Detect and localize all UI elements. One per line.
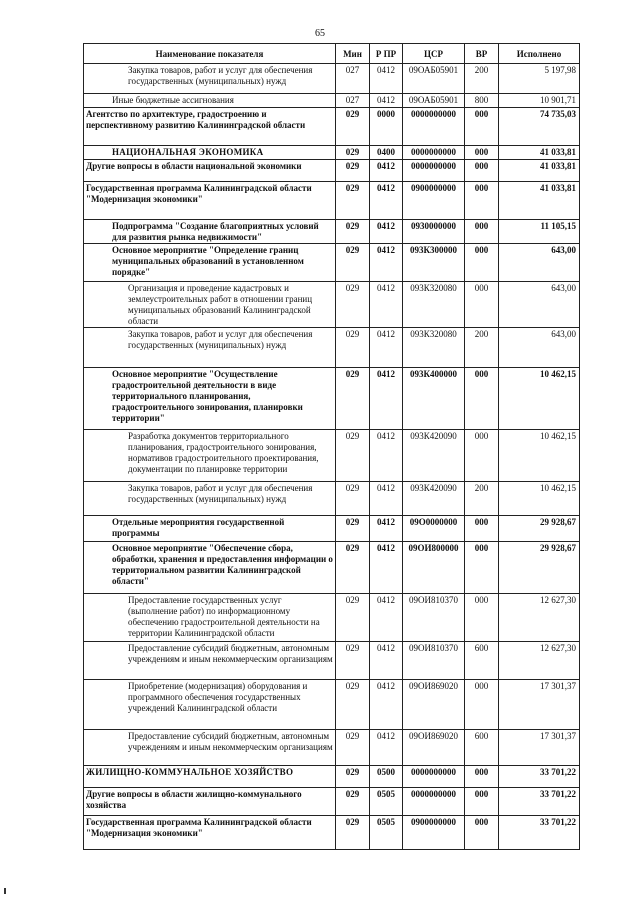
cell-name: Иные бюджетные ассигнования xyxy=(84,94,336,108)
cell-min: 029 xyxy=(336,328,370,368)
cell-amount: 643,00 xyxy=(499,244,580,282)
cell-amount: 74 735,03 xyxy=(499,108,580,146)
cell-name: Закупка товаров, работ и услуг для обеспечения государственных (муниципальных) нужд xyxy=(84,64,336,94)
cell-vr: 000 xyxy=(465,816,499,850)
cell-amount: 10 462,15 xyxy=(499,368,580,430)
cell-amount: 5 197,98 xyxy=(499,64,580,94)
cell-min: 027 xyxy=(336,64,370,94)
cell-min: 029 xyxy=(336,182,370,220)
cell-name: Предоставление субсидий бюджетным, автономным учреждениям и иным некоммерческим организациям xyxy=(84,730,336,766)
cell-amount: 10 462,15 xyxy=(499,430,580,482)
cell-csr: 0900000000 xyxy=(403,816,465,850)
cell-csr: 093К320080 xyxy=(403,328,465,368)
table-row xyxy=(84,430,580,482)
cell-name: Другие вопросы в области жилищно-коммунального хозяйства xyxy=(84,788,336,816)
cell-vr: 600 xyxy=(465,730,499,766)
table-row xyxy=(84,642,580,680)
cell-amount: 12 627,30 xyxy=(499,594,580,642)
cell-csr: 09ОАБ05901 xyxy=(403,64,465,94)
cell-csr: 0000000000 xyxy=(403,160,465,182)
cell-name: ЖИЛИЩНО-КОММУНАЛЬНОЕ ХОЗЯЙСТВО xyxy=(84,766,336,788)
cell-min: 029 xyxy=(336,816,370,850)
cell-rpr: 0412 xyxy=(370,642,403,680)
cell-amount: 33 701,22 xyxy=(499,766,580,788)
cell-min: 029 xyxy=(336,730,370,766)
cell-rpr: 0412 xyxy=(370,282,403,328)
cell-rpr: 0505 xyxy=(370,816,403,850)
cell-name: Разработка документов территориального планирования, градостроительного зонирования, нормативов градостроительного проектирования, документации по планировке территории xyxy=(84,430,336,482)
header-csr: ЦСР xyxy=(403,44,465,64)
cell-rpr: 0412 xyxy=(370,594,403,642)
table-row xyxy=(84,94,580,108)
cell-amount: 29 928,67 xyxy=(499,516,580,542)
cell-rpr: 0000 xyxy=(370,108,403,146)
cell-rpr: 0412 xyxy=(370,94,403,108)
cell-min: 029 xyxy=(336,482,370,516)
cell-amount: 17 301,37 xyxy=(499,680,580,730)
cell-rpr: 0412 xyxy=(370,368,403,430)
cell-name: НАЦИОНАЛЬНАЯ ЭКОНОМИКА xyxy=(84,146,336,160)
cell-name: Подпрограмма "Создание благоприятных условий для развития рынка недвижимости" xyxy=(84,220,336,244)
cell-vr: 000 xyxy=(465,788,499,816)
cell-rpr: 0412 xyxy=(370,730,403,766)
cell-rpr: 0412 xyxy=(370,516,403,542)
cell-rpr: 0412 xyxy=(370,64,403,94)
table-row xyxy=(84,368,580,430)
table-row xyxy=(84,282,580,328)
cell-min: 029 xyxy=(336,160,370,182)
cell-vr: 000 xyxy=(465,108,499,146)
cell-amount: 11 105,15 xyxy=(499,220,580,244)
table-header-row xyxy=(84,44,580,64)
table-row xyxy=(84,108,580,146)
cell-amount: 41 033,81 xyxy=(499,146,580,160)
cell-rpr: 0400 xyxy=(370,146,403,160)
table-row xyxy=(84,542,580,594)
cell-min: 029 xyxy=(336,542,370,594)
cell-csr: 09ОИ810370 xyxy=(403,594,465,642)
cell-min: 029 xyxy=(336,516,370,542)
cell-name: Закупка товаров, работ и услуг для обеспечения государственных (муниципальных) нужд xyxy=(84,482,336,516)
cell-rpr: 0412 xyxy=(370,680,403,730)
cell-vr: 200 xyxy=(465,64,499,94)
cell-csr: 093К400000 xyxy=(403,368,465,430)
table-row xyxy=(84,788,580,816)
cell-vr: 000 xyxy=(465,594,499,642)
cell-rpr: 0500 xyxy=(370,766,403,788)
cell-amount: 643,00 xyxy=(499,328,580,368)
cell-name: Организация и проведение кадастровых и землеустроительных работ в отношении границ муниципальных образований Калининградской области xyxy=(84,282,336,328)
cell-amount: 41 033,81 xyxy=(499,160,580,182)
cell-rpr: 0412 xyxy=(370,160,403,182)
cell-csr: 09О0000000 xyxy=(403,516,465,542)
header-min: Мин xyxy=(336,44,370,64)
cell-name: Государственная программа Калининградской области "Модернизация экономики" xyxy=(84,182,336,220)
cell-csr: 093К420090 xyxy=(403,430,465,482)
cell-amount: 17 301,37 xyxy=(499,730,580,766)
cell-csr: 0000000000 xyxy=(403,146,465,160)
header-vr: ВР xyxy=(465,44,499,64)
cell-min: 029 xyxy=(336,594,370,642)
table-row xyxy=(84,594,580,642)
cell-amount: 41 033,81 xyxy=(499,182,580,220)
table-row xyxy=(84,730,580,766)
cell-vr: 000 xyxy=(465,368,499,430)
table-row xyxy=(84,328,580,368)
cell-vr: 000 xyxy=(465,516,499,542)
table-row xyxy=(84,160,580,182)
cell-csr: 093К420090 xyxy=(403,482,465,516)
cell-rpr: 0412 xyxy=(370,220,403,244)
table-row xyxy=(84,182,580,220)
cell-amount: 10 901,71 xyxy=(499,94,580,108)
cell-name: Другие вопросы в области национальной экономики xyxy=(84,160,336,182)
cell-csr: 09ОИ800000 xyxy=(403,542,465,594)
cell-vr: 200 xyxy=(465,328,499,368)
cell-vr: 000 xyxy=(465,220,499,244)
cell-name: Предоставление государственных услуг (выполнение работ) по информационному обеспечению градостроительной деятельности на территории Калининградской области xyxy=(84,594,336,642)
cell-vr: 000 xyxy=(465,146,499,160)
cell-vr: 000 xyxy=(465,766,499,788)
cell-csr: 093К300000 xyxy=(403,244,465,282)
cell-name: Основное мероприятие "Обеспечение сбора, обработки, хранения и предоставления информации о территориальном развитии Калининградской области" xyxy=(84,542,336,594)
cell-csr: 0930000000 xyxy=(403,220,465,244)
cell-rpr: 0505 xyxy=(370,788,403,816)
cell-name: Государственная программа Калининградской области "Модернизация экономики" xyxy=(84,816,336,850)
cell-min: 029 xyxy=(336,766,370,788)
cell-vr: 000 xyxy=(465,430,499,482)
table-row xyxy=(84,220,580,244)
cell-rpr: 0412 xyxy=(370,244,403,282)
cell-csr: 0000000000 xyxy=(403,766,465,788)
cell-rpr: 0412 xyxy=(370,182,403,220)
cell-csr: 0000000000 xyxy=(403,788,465,816)
cell-vr: 800 xyxy=(465,94,499,108)
cell-name: Агентство по архитектуре, градостроению и перспективному развитию Калининградской области xyxy=(84,108,336,146)
cell-min: 029 xyxy=(336,282,370,328)
cell-name: Закупка товаров, работ и услуг для обеспечения государственных (муниципальных) нужд xyxy=(84,328,336,368)
table-row xyxy=(84,816,580,850)
cell-min: 029 xyxy=(336,108,370,146)
cell-min: 029 xyxy=(336,244,370,282)
cell-min: 029 xyxy=(336,220,370,244)
cell-name: Предоставление субсидий бюджетным, автономным учреждениям и иным некоммерческим организациям xyxy=(84,642,336,680)
cell-amount: 33 701,22 xyxy=(499,788,580,816)
cell-name: Основное мероприятие "Осуществление градостроительной деятельности в виде территориального планирования, градостроительного зонирования, планировки территории" xyxy=(84,368,336,430)
cell-min: 029 xyxy=(336,788,370,816)
cell-csr: 09ОИ869020 xyxy=(403,730,465,766)
cell-rpr: 0412 xyxy=(370,328,403,368)
cell-csr: 0900000000 xyxy=(403,182,465,220)
cell-rpr: 0412 xyxy=(370,542,403,594)
cell-name: Отдельные мероприятия государственной программы xyxy=(84,516,336,542)
cell-name: Основное мероприятие "Определение границ муниципальных образований в установленном порядке" xyxy=(84,244,336,282)
cell-amount: 10 462,15 xyxy=(499,482,580,516)
table-row xyxy=(84,244,580,282)
page-number: 65 xyxy=(315,28,325,39)
cell-vr: 000 xyxy=(465,160,499,182)
cell-vr: 600 xyxy=(465,642,499,680)
table-row xyxy=(84,64,580,94)
table-row xyxy=(84,766,580,788)
table-row xyxy=(84,146,580,160)
cell-amount: 643,00 xyxy=(499,282,580,328)
cell-amount: 12 627,30 xyxy=(499,642,580,680)
cell-csr: 0000000000 xyxy=(403,108,465,146)
cell-csr: 09ОИ869020 xyxy=(403,680,465,730)
cell-vr: 200 xyxy=(465,482,499,516)
cell-vr: 000 xyxy=(465,182,499,220)
table-row xyxy=(84,516,580,542)
table-row xyxy=(84,482,580,516)
cell-min: 029 xyxy=(336,642,370,680)
header-name: Наименование показателя xyxy=(84,44,336,64)
cell-csr: 093К320080 xyxy=(403,282,465,328)
cell-rpr: 0412 xyxy=(370,482,403,516)
cell-name: Приобретение (модернизация) оборудования и программного обеспечения государственных учреждений Калининградской области xyxy=(84,680,336,730)
cell-csr: 09ОАБ05901 xyxy=(403,94,465,108)
cell-amount: 33 701,22 xyxy=(499,816,580,850)
cell-min: 029 xyxy=(336,368,370,430)
cell-amount: 29 928,67 xyxy=(499,542,580,594)
header-rpr: Р ПР xyxy=(370,44,403,64)
header-amount: Исполнено xyxy=(499,44,580,64)
budget-table xyxy=(83,43,580,850)
cell-min: 029 xyxy=(336,146,370,160)
cell-vr: 000 xyxy=(465,542,499,594)
cell-min: 029 xyxy=(336,680,370,730)
cell-vr: 000 xyxy=(465,244,499,282)
cell-min: 027 xyxy=(336,94,370,108)
cell-vr: 000 xyxy=(465,282,499,328)
cell-rpr: 0412 xyxy=(370,430,403,482)
table-row xyxy=(84,680,580,730)
cell-csr: 09ОИ810370 xyxy=(403,642,465,680)
cell-vr: 000 xyxy=(465,680,499,730)
margin-mark xyxy=(4,888,6,894)
cell-min: 029 xyxy=(336,430,370,482)
